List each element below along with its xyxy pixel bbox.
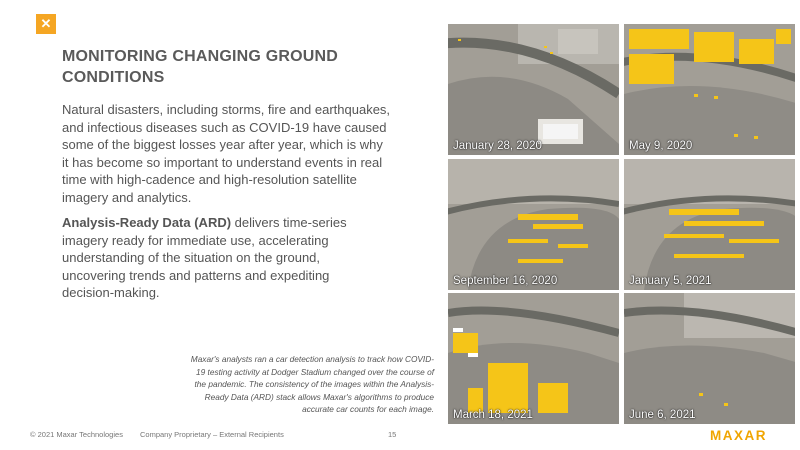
satellite-image-grid (448, 24, 799, 424)
satellite-imagery-4 (624, 159, 795, 290)
image-caption: Maxar's analysts ran a car detection analysis to track how COVID-19 testing activity at Dodger Stadium changed over the course of the pandemic. The consistency of the images within the Analysis-Ready Data (ARD) stack allows Maxar's algorithms to produce accurate car counts for each image. (190, 354, 434, 414)
image-date-label: May 9, 2020 (629, 140, 693, 152)
satellite-imagery-5 (448, 293, 619, 424)
satellite-imagery-6 (624, 293, 795, 424)
image-date-label: June 6, 2021 (629, 409, 696, 421)
ard-paragraph (62, 214, 372, 302)
footer-copyright: © 2021 Maxar Technologies (30, 430, 123, 439)
maxar-wordmark: MAXAR (710, 428, 767, 443)
satellite-image-jan-2021 (624, 159, 795, 290)
page-number: 15 (388, 430, 397, 439)
image-date-label: September 16, 2020 (453, 275, 558, 287)
ard-description: delivers time-series imagery ready for immediate use, accelerating understanding of the situation on the ground, uncovering trends and patterns and expediting decision-making. (62, 215, 347, 300)
satellite-imagery-1 (448, 24, 619, 155)
satellite-imagery-3 (448, 159, 619, 290)
satellite-image-jan-2020 (448, 24, 619, 155)
image-date-label: March 18, 2021 (453, 409, 533, 421)
satellite-image-sep-2020 (448, 159, 619, 290)
image-date-label: January 28, 2020 (453, 140, 542, 152)
satellite-imagery-2 (624, 24, 795, 155)
satellite-image-may-2020 (624, 24, 795, 155)
image-date-label: January 5, 2021 (629, 275, 712, 287)
satellite-image-mar-2021 (448, 293, 619, 424)
intro-paragraph: Natural disasters, including storms, fire and earthquakes, and infectious diseases such as COVID-19 have caused some of the biggest losses year after year, which is why it has become so important to understand events in real time with high-cadence and high-resolution satellite imagery and analytics. (62, 102, 391, 205)
maxar-logo-badge (36, 14, 56, 34)
maxar-x-icon: ✕ (40, 16, 52, 31)
slide-title: MONITORING CHANGING GROUND CONDITIONS (62, 48, 339, 86)
satellite-image-jun-2021 (624, 293, 795, 424)
ard-term: Analysis-Ready Data (ARD) (62, 215, 232, 230)
footer-proprietary: Company Proprietary – External Recipients (140, 430, 284, 439)
